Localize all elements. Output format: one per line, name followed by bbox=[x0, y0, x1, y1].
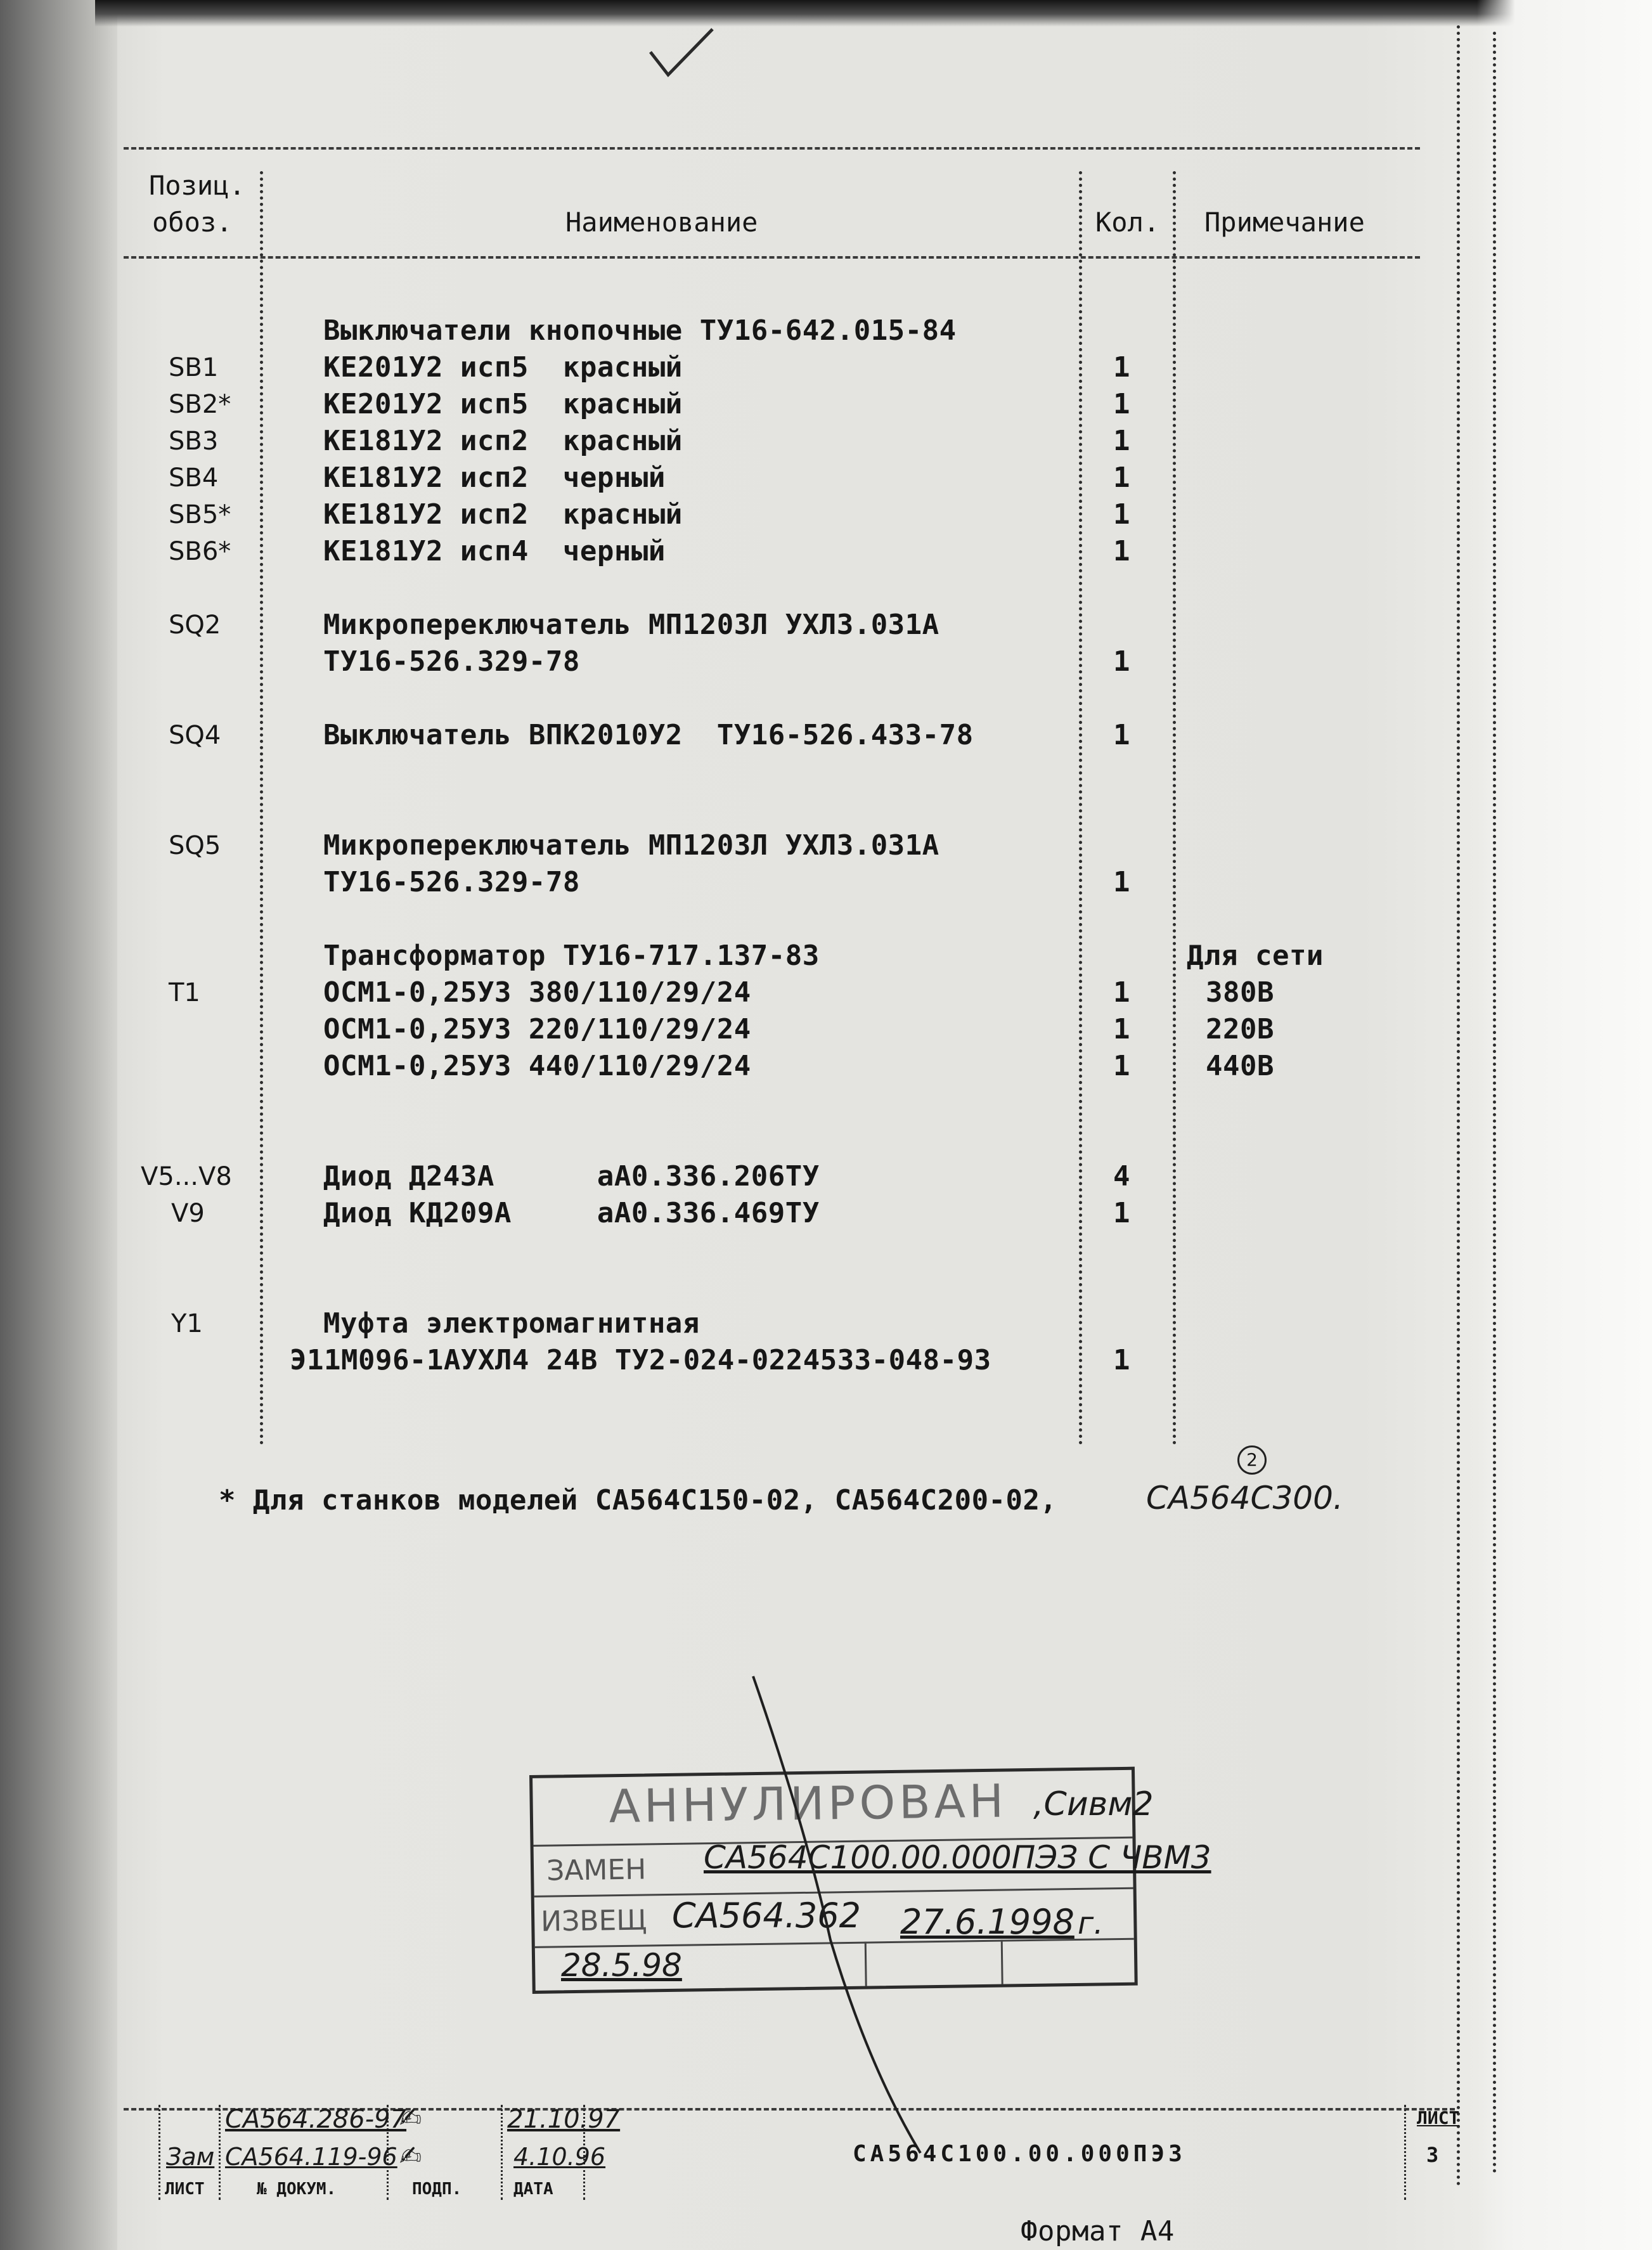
title-block-row2-change: Зам bbox=[166, 2143, 215, 2171]
row-name: Микропереключатель МП1203Л УХЛ3.031А bbox=[323, 829, 939, 862]
title-block-row1-date: 21.10.97 bbox=[507, 2105, 621, 2134]
title-block-divider bbox=[158, 2105, 160, 2200]
stamp-handwritten-model: ,Сивм2 bbox=[1033, 1785, 1154, 1823]
column-divider-qty bbox=[1079, 171, 1082, 1445]
column-divider-pos bbox=[260, 171, 263, 1445]
header-bottom-rule bbox=[124, 256, 1420, 259]
title-block-col-doc-no: № ДОКУМ. bbox=[257, 2180, 337, 2199]
stamp-notice-label: ИЗВЕЩ bbox=[540, 1904, 647, 1938]
revision-mark: 2 bbox=[1246, 1449, 1258, 1470]
row-name: Э11М096-1АУХЛ4 24В ТУ2-024-0224533-048-93 bbox=[290, 1344, 991, 1376]
row-pos: SB3 bbox=[169, 427, 219, 456]
row-name: Диод КД209А аА0.336.469ТУ bbox=[323, 1197, 820, 1229]
stamp-title: АННУЛИРОВАН bbox=[609, 1774, 1008, 1833]
row-qty: 1 bbox=[1113, 1050, 1130, 1082]
row-name: КЕ201У2 исп5 красный bbox=[323, 351, 683, 384]
row-qty: 1 bbox=[1113, 719, 1130, 751]
row-name: Диод Д243А аА0.336.206ТУ bbox=[323, 1160, 820, 1193]
row-pos: SQ5 bbox=[169, 831, 221, 860]
row-pos: Y1 bbox=[171, 1309, 203, 1338]
row-qty: 1 bbox=[1113, 866, 1130, 898]
row-name: ТУ16-526.329-78 bbox=[323, 645, 580, 678]
row-qty: 1 bbox=[1113, 462, 1130, 494]
stamp-handwritten-date: 27.6.1998 bbox=[900, 1902, 1074, 1942]
row-name: КЕ201У2 исп5 красный bbox=[323, 388, 683, 420]
stamp-date-suffix: г. bbox=[1078, 1906, 1104, 1941]
title-block-divider bbox=[501, 2105, 503, 2200]
title-block-row2-sign: ✍ bbox=[399, 2140, 422, 2171]
row-qty: 1 bbox=[1113, 425, 1130, 457]
sheet-number: 3 bbox=[1426, 2143, 1439, 2167]
row-name: КЕ181У2 исп2 красный bbox=[323, 498, 683, 531]
row-pos: SQ4 bbox=[169, 721, 221, 750]
title-block-divider bbox=[1404, 2105, 1406, 2200]
row-name: Микропереключатель МП1203Л УХЛ3.031А bbox=[323, 609, 939, 641]
page-border-right bbox=[1457, 25, 1460, 2187]
footnote-handwritten: СА564С300. bbox=[1146, 1480, 1343, 1516]
row-qty: 4 bbox=[1113, 1160, 1130, 1193]
stamp-handwritten-replaced: СА564С100.00.000ПЭЗ С ЧВМ3 bbox=[704, 1839, 1211, 1876]
scan-top-shadow bbox=[95, 0, 1652, 27]
header-pos-line1: Позиц. bbox=[149, 170, 245, 201]
header-name: Наименование bbox=[565, 207, 758, 238]
row-qty: 1 bbox=[1113, 645, 1130, 678]
row-qty: 1 bbox=[1113, 498, 1130, 531]
sheet-label: ЛИСТ bbox=[1417, 2107, 1460, 2128]
row-pos: SB4 bbox=[169, 463, 219, 493]
row-name: КЕ181У2 исп2 красный bbox=[323, 425, 683, 457]
row-name: Выключатели кнопочные ТУ16-642.015-84 bbox=[323, 314, 957, 347]
checkmark-icon bbox=[647, 25, 716, 79]
title-block-col-sign: ПОДП. bbox=[412, 2180, 462, 2199]
title-block-row1-doc: СА564.286-97 bbox=[225, 2105, 407, 2134]
row-pos: T1 bbox=[169, 978, 200, 1007]
row-note: 440В bbox=[1206, 1050, 1274, 1082]
row-pos: V5...V8 bbox=[141, 1162, 232, 1191]
row-pos: SB1 bbox=[169, 353, 219, 382]
row-name: Муфта электромагнитная bbox=[323, 1307, 700, 1340]
title-block-divider bbox=[219, 2105, 221, 2200]
header-pos-line2: обоз. bbox=[152, 207, 233, 238]
row-name: ОСМ1-0,25У3 220/110/29/24 bbox=[323, 1013, 751, 1045]
stamp-replaced-label: ЗАМЕН bbox=[546, 1853, 647, 1887]
header-note: Примечание bbox=[1204, 207, 1365, 238]
row-pos: V9 bbox=[171, 1199, 205, 1228]
strike-through-line-icon bbox=[748, 1674, 926, 2156]
row-name: КЕ181У2 исп4 черный bbox=[323, 535, 666, 567]
stamp-handwritten-signature: 28.5.98 bbox=[561, 1947, 682, 1984]
row-note: 380В bbox=[1206, 976, 1274, 1009]
stamp-handwritten-notice: СА564.362 bbox=[672, 1896, 861, 1936]
title-block-col-date: ДАТА bbox=[513, 2180, 553, 2199]
row-note: Для сети bbox=[1187, 940, 1324, 972]
format-label: Формат А4 bbox=[1021, 2215, 1175, 2247]
document-designation: СА564С100.00.000ПЭЗ bbox=[853, 2141, 1186, 2167]
row-qty: 1 bbox=[1113, 1344, 1130, 1376]
row-name: КЕ181У2 исп2 черный bbox=[323, 462, 666, 494]
row-name: ОСМ1-0,25У3 440/110/29/24 bbox=[323, 1050, 751, 1082]
title-block-row2-doc: СА564.119-96 bbox=[225, 2143, 397, 2171]
row-pos: SQ2 bbox=[169, 611, 221, 640]
circled-number-icon bbox=[1237, 1445, 1267, 1475]
row-note: 220В bbox=[1206, 1013, 1274, 1045]
title-block-row2-date: 4.10.96 bbox=[513, 2143, 606, 2171]
stamp-divider bbox=[1001, 1940, 1003, 1984]
page-border-right-outer bbox=[1493, 32, 1496, 2175]
table-top-rule bbox=[124, 147, 1420, 150]
row-qty: 1 bbox=[1113, 976, 1130, 1009]
row-pos: SB2* bbox=[169, 390, 231, 419]
header-qty: Кол. bbox=[1095, 207, 1160, 238]
title-block-col-sheet: ЛИСТ bbox=[165, 2180, 205, 2199]
row-name: Трансформатор ТУ16-717.137-83 bbox=[323, 940, 820, 972]
row-qty: 1 bbox=[1113, 1013, 1130, 1045]
row-name: ТУ16-526.329-78 bbox=[323, 866, 580, 898]
column-divider-note bbox=[1173, 171, 1176, 1445]
binding-edge bbox=[0, 0, 117, 2250]
row-pos: SB6* bbox=[169, 537, 231, 566]
row-qty: 1 bbox=[1113, 351, 1130, 384]
row-name: ОСМ1-0,25У3 380/110/29/24 bbox=[323, 976, 751, 1009]
row-qty: 1 bbox=[1113, 388, 1130, 420]
row-name: Выключатель ВПК2010У2 ТУ16-526.433-78 bbox=[323, 719, 974, 751]
row-qty: 1 bbox=[1113, 1197, 1130, 1229]
row-pos: SB5* bbox=[169, 500, 231, 529]
footnote: * Для станков моделей СА564С150-02, СА564С200-02, bbox=[219, 1484, 1057, 1516]
title-block-row1-sign: ✍ bbox=[399, 2102, 422, 2133]
row-qty: 1 bbox=[1113, 535, 1130, 567]
page-right-margin bbox=[1477, 0, 1652, 2250]
